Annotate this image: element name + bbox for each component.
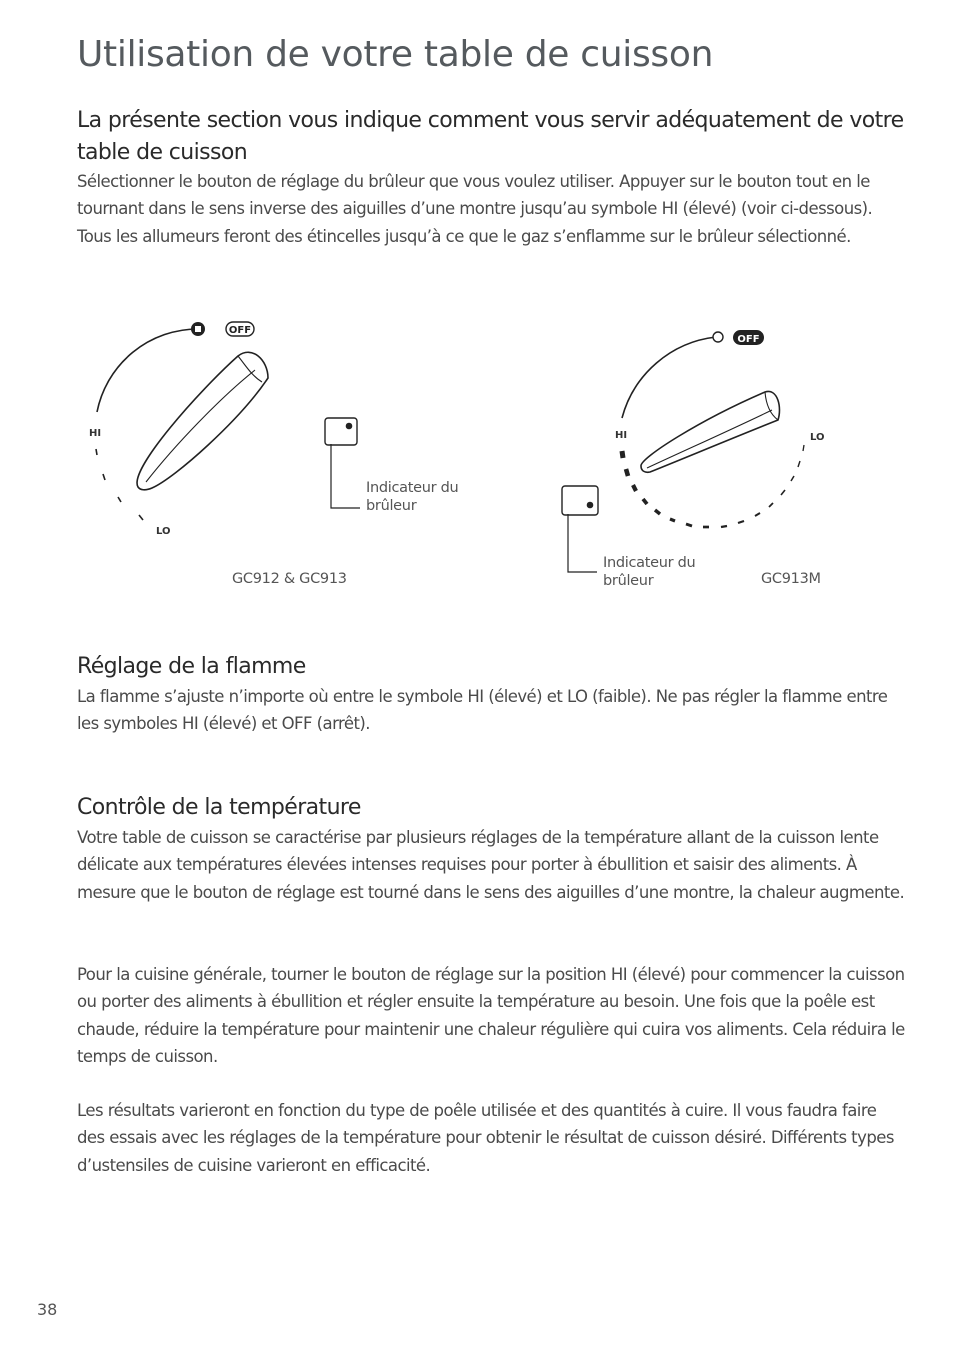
- knob-diagram: [0, 300, 954, 600]
- intro-heading: La présente section vous indique comment vous servir adéquatement de votre table de cuisson: [77, 108, 904, 165]
- indicator-left-label-2: brûleur: [366, 498, 417, 514]
- knob-right-hi-label: HI: [615, 430, 628, 441]
- page-number: 38: [37, 1300, 58, 1319]
- knob-right-arc: [622, 337, 716, 418]
- model-left-label: GC912 & GC913: [232, 571, 347, 587]
- knob-left-ticks: [96, 449, 143, 520]
- indicator-left: [325, 418, 458, 514]
- indicator-right: [562, 486, 695, 589]
- indicator-right-label-1: Indicateur du: [603, 555, 696, 571]
- knob-right: [615, 330, 825, 527]
- indicator-left-label-1: Indicateur du: [366, 480, 459, 496]
- model-right-label: GC913M: [761, 571, 821, 587]
- flame-text: La flamme s’ajuste n’importe où entre le symbole HI (élevé) et LO (faible). Ne pas régler la flamme entre les symboles HI (élevé) et OFF (arrêt).: [77, 687, 888, 734]
- temperature-heading: Contrôle de la température: [77, 795, 361, 820]
- flame-heading: Réglage de la flamme: [77, 654, 306, 679]
- knob-left-arc: [97, 329, 198, 412]
- temperature-text-1: Votre table de cuisson se caractérise par plusieurs réglages de la température allant de la cuisson lente délicate aux températures élevées intenses requises pour porter à ébullition et saisir des aliments. À mesure que le bouton de réglage est tourné dans le sens des aiguilles d’une montre, la chaleur augmente.: [77, 828, 905, 902]
- knob-right-lo-label: LO: [810, 432, 825, 443]
- knob-left: [89, 322, 268, 537]
- knob-left-off-label: OFF: [228, 325, 252, 336]
- knob-right-off-label: OFF: [737, 334, 760, 345]
- temperature-text-3: Les résultats varieront en fonction du type de poêle utilisée et des quantités à cuire. Il vous faudra faire des essais avec les réglages de la température pour obtenir le résultat de cuisson désiré. Différents types d’ustensiles de cuisine varieront en efficacité.: [77, 1101, 894, 1175]
- knob-left-lo-label: LO: [156, 526, 171, 537]
- page-title: Utilisation de votre table de cuisson: [77, 34, 714, 75]
- knob-right-handle: [641, 391, 779, 472]
- intro-text: Sélectionner le bouton de réglage du brûleur que vous voulez utiliser. Appuyer sur le bouton tout en le tournant dans le sens inverse des aiguilles d’une montre jusqu’au symbole HI (élevé) (voir ci-dessous). Tous les allumeurs feront des étincelles jusqu’à ce que le gaz s’enflamme sur le brûleur sélectionné.: [77, 172, 873, 246]
- knob-left-hi-label: HI: [89, 428, 102, 439]
- indicator-right-label-2: brûleur: [603, 573, 654, 589]
- temperature-text-2: Pour la cuisine générale, tourner le bouton de réglage sur la position HI (élevé) pour commencer la cuisson ou porter des aliments à ébullition et régler ensuite la température au besoin. Une fois que la poêle est chaude, réduire la température pour maintenir une chaleur régulière qui cuira vos aliments. Cela réduira le temps de cuisson.: [77, 965, 905, 1066]
